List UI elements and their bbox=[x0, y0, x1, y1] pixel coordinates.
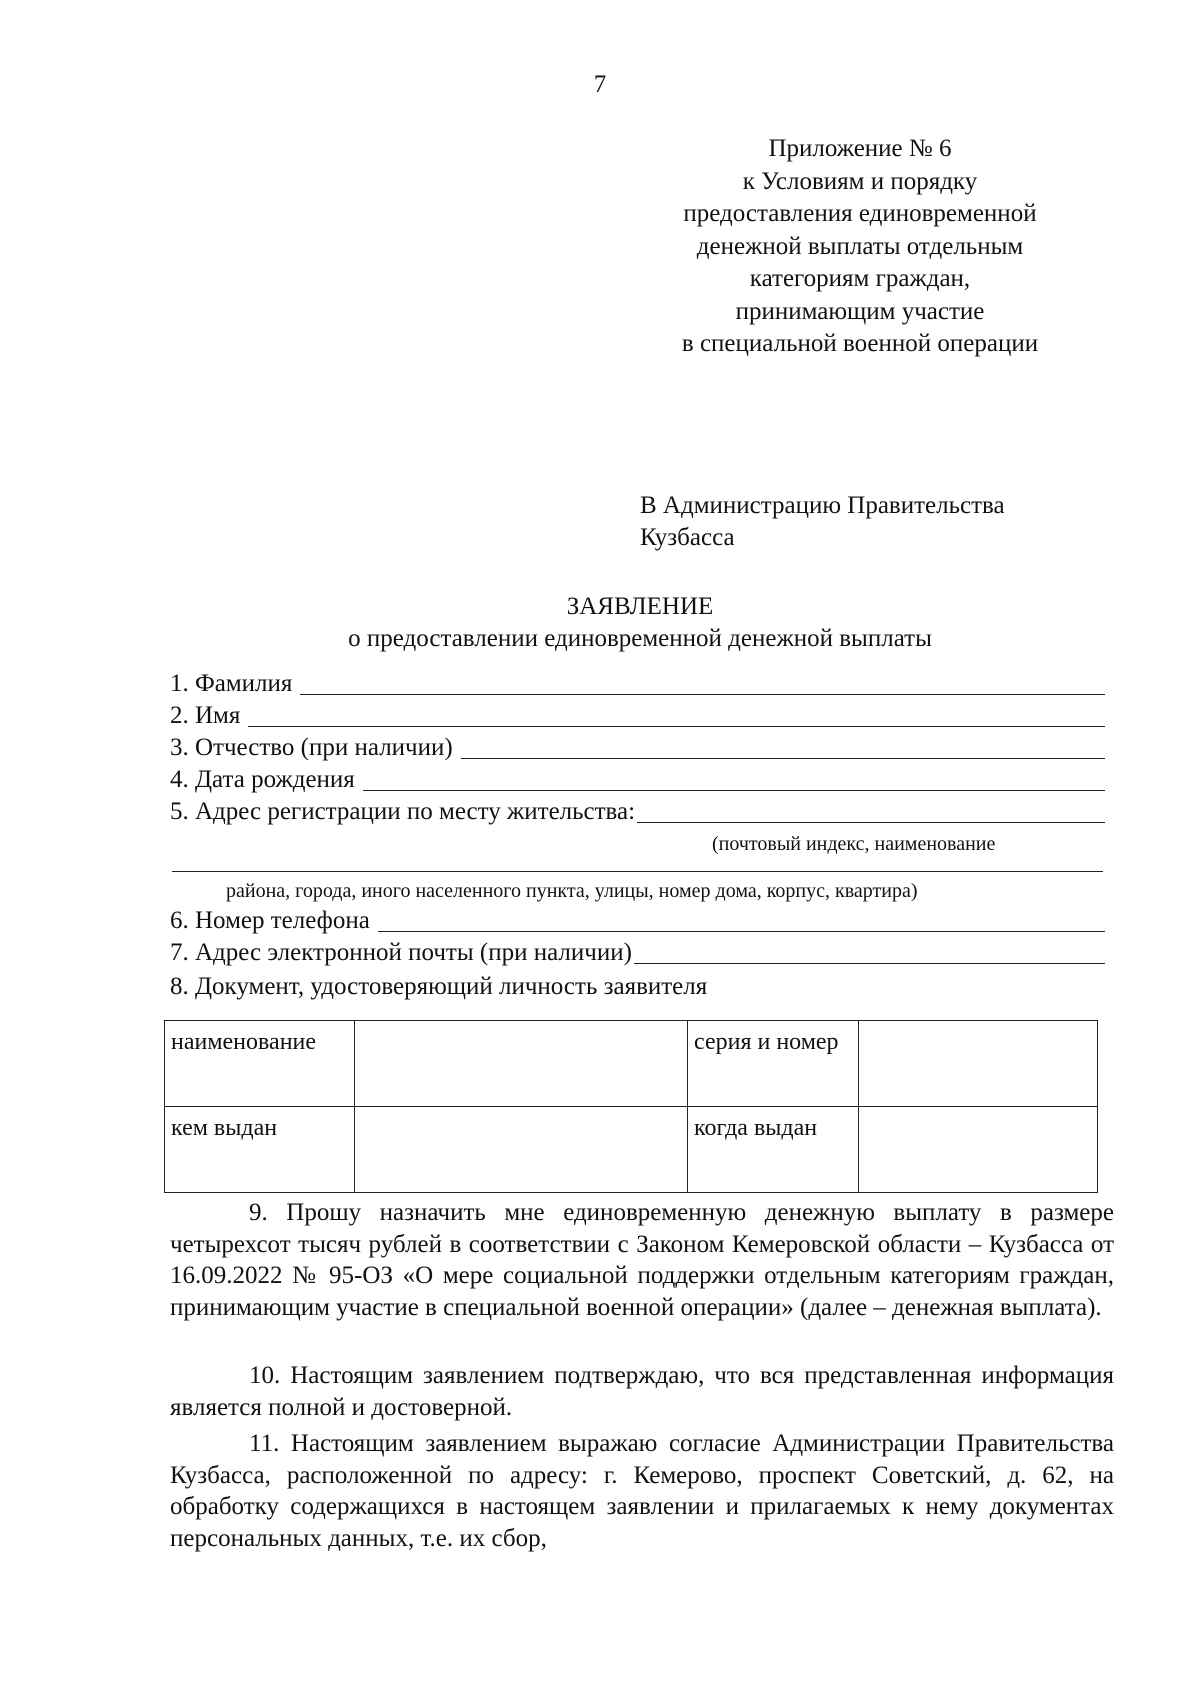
issued-by-value-cell[interactable] bbox=[355, 1107, 688, 1193]
name-input-line[interactable] bbox=[248, 725, 1105, 727]
appendix-line: денежной выплаты отдельным bbox=[696, 232, 1024, 260]
addressee-line: Кузбасса bbox=[640, 524, 735, 551]
phone-label: 6. Номер телефона bbox=[170, 907, 370, 934]
address-input-line-2[interactable] bbox=[172, 871, 1103, 872]
doc-name-label-cell: наименование bbox=[165, 1021, 355, 1107]
appendix-line: категориям граждан, bbox=[749, 265, 971, 292]
table-row bbox=[165, 1107, 1098, 1193]
name-label: 2. Имя bbox=[170, 702, 241, 729]
document-subtitle: о предоставлении единовременной денежной выплаты bbox=[348, 625, 932, 652]
document-title: ЗАЯВЛЕНИЕ bbox=[566, 593, 714, 620]
patronymic-label: 3. Отчество (при наличии) bbox=[170, 734, 453, 761]
addressee bbox=[640, 490, 1100, 554]
email-input-line[interactable] bbox=[634, 962, 1105, 964]
addressee-line: В Администрацию Правительства bbox=[640, 492, 1005, 519]
table-row bbox=[165, 1021, 1098, 1107]
page-number: 7 bbox=[593, 71, 607, 98]
address-input-line[interactable] bbox=[637, 821, 1105, 823]
appendix-line: предоставления единовременной bbox=[683, 200, 1037, 227]
doc-series-label-cell: серия и номер bbox=[688, 1021, 859, 1107]
id-document-label: 8. Документ, удостоверяющий личность заявителя bbox=[170, 973, 708, 1000]
birthdate-input-line[interactable] bbox=[363, 789, 1105, 791]
appendix-header bbox=[650, 133, 1070, 361]
address-label: 5. Адрес регистрации по месту жительства: bbox=[170, 798, 636, 825]
address-hint-1: (почтовый индекс, наименование bbox=[712, 833, 996, 855]
address-field bbox=[170, 797, 1105, 827]
appendix-line: Приложение № 6 bbox=[768, 135, 952, 162]
surname-input-line[interactable] bbox=[300, 693, 1105, 695]
phone-input-line[interactable] bbox=[378, 930, 1105, 932]
paragraph-9: 9. Прошу назначить мне единовременную денежную выплату в размере четырехсот тысяч рублей в соответствии с Законом Кемеровской области – Кузбасса от 16.09.2022 № 95-ОЗ «О мере социальной поддержки отдельным категориям граждан, принимающим участие в специальной военной операции» (далее – денежная выплата). bbox=[170, 1199, 1114, 1321]
doc-name-value-cell[interactable] bbox=[355, 1021, 688, 1107]
issued-date-value-cell[interactable] bbox=[859, 1107, 1098, 1193]
birthdate-label: 4. Дата рождения bbox=[170, 766, 355, 793]
name-field bbox=[170, 701, 1105, 731]
email-field bbox=[170, 938, 1105, 968]
appendix-line: в специальной военной операции bbox=[681, 330, 1039, 357]
id-document-table bbox=[164, 1020, 1098, 1193]
address-hint-2: района, города, иного населенного пункта, улицы, номер дома, корпус, квартира) bbox=[226, 880, 918, 902]
id-document-heading bbox=[170, 972, 1105, 1002]
doc-series-value-cell[interactable] bbox=[859, 1021, 1098, 1107]
phone-field bbox=[170, 906, 1105, 936]
appendix-line: принимающим участие bbox=[735, 297, 985, 325]
birthdate-field bbox=[170, 765, 1105, 795]
paragraph-10: 10. Настоящим заявлением подтверждаю, что вся представленная информация является полной и достоверной. bbox=[170, 1362, 1114, 1421]
email-label: 7. Адрес электронной почты (при наличии) bbox=[170, 939, 632, 966]
patronymic-field bbox=[170, 733, 1105, 763]
paragraph-11: 11. Настоящим заявлением выражаю согласие Администрации Правительства Кузбасса, расположенной по адресу: г. Кемерово, проспект Советский, д. 62, на обработку содержащихся в настоящем заявлении и прилагаемых к нему документах персональных данных, т.е. их сбор, bbox=[170, 1430, 1114, 1552]
surname-field bbox=[170, 669, 1105, 699]
surname-label: 1. Фамилия bbox=[170, 670, 293, 697]
appendix-line: к Условиям и порядку bbox=[742, 167, 978, 195]
patronymic-input-line[interactable] bbox=[461, 757, 1105, 759]
issued-date-label-cell: когда выдан bbox=[688, 1107, 859, 1193]
issued-by-label-cell: кем выдан bbox=[165, 1107, 355, 1193]
